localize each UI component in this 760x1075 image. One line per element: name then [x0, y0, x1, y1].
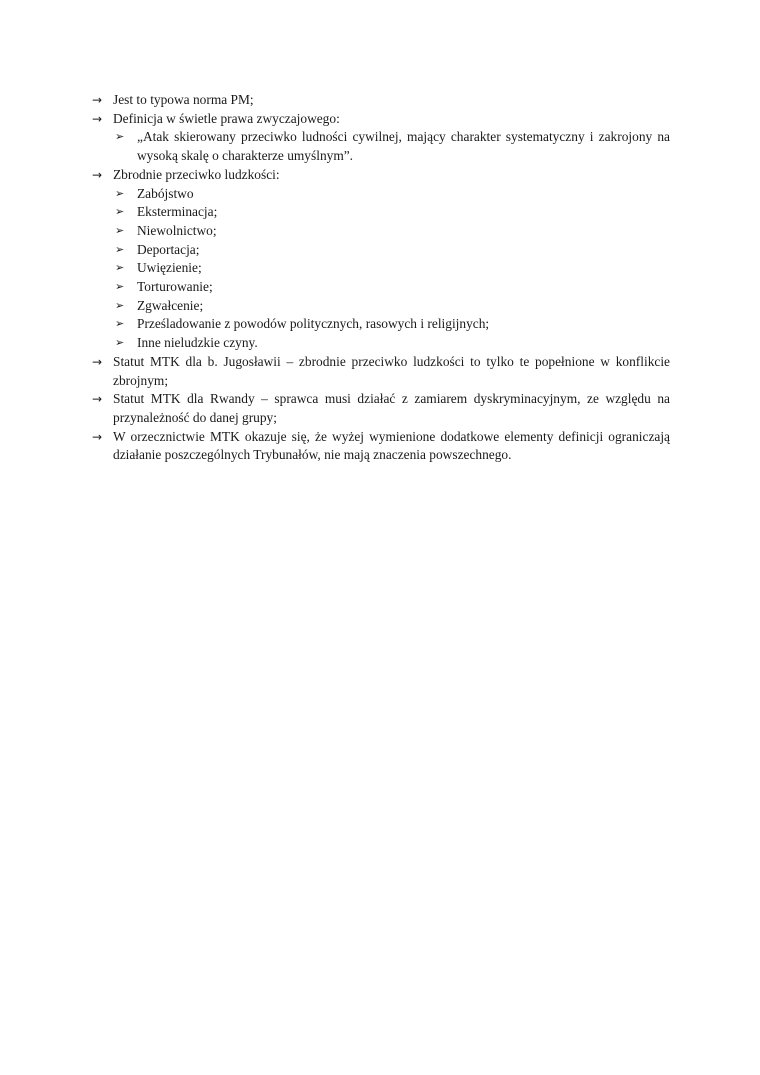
sub-list-item: [113, 241, 670, 260]
sub-list-item: [113, 259, 670, 278]
sub-list-item-text: Torturowanie;: [137, 279, 213, 295]
arrow-right-icon: →: [92, 429, 103, 444]
sub-list-item: [113, 185, 670, 204]
arrow-right-icon: →: [92, 111, 103, 126]
arrowhead-bullet-icon: ➢: [115, 280, 125, 294]
list-item-text: Statut MTK dla b. Jugosławii – zbrodnie przeciwko ludzkości to tylko te popełnione w konflikcie zbrojnym;: [113, 353, 670, 388]
sub-list-item-text: Eksterminacja;: [137, 204, 218, 220]
sub-list-item-text: „Atak skierowany przeciwko ludności cywilnej, mający charakter systematyczny i zakrojony na wysoką skalę o charakterze umyślnym”.: [137, 129, 670, 164]
sub-list-item-text: Inne nieludzkie czyny.: [137, 335, 258, 351]
arrow-right-icon: →: [92, 354, 103, 369]
list-item: [92, 428, 670, 465]
list-item-text: Definicja w świetle prawa zwyczajowego:: [113, 110, 340, 126]
list-item: [92, 390, 670, 427]
arrowhead-bullet-icon: ➢: [115, 317, 125, 331]
list-item-text: Statut MTK dla Rwandy – sprawca musi działać z zamiarem dyskryminacyjnym, ze względu na przynależność do danej grupy;: [113, 391, 670, 425]
list-item-text: Zbrodnie przeciwko ludzkości:: [113, 166, 280, 182]
list-item: [92, 166, 670, 353]
sub-list: [113, 128, 670, 165]
arrowhead-bullet-icon: ➢: [115, 223, 125, 237]
document-body: [92, 91, 670, 465]
bullet-list: [92, 91, 670, 465]
arrowhead-bullet-icon: ➢: [115, 186, 125, 200]
arrow-right-icon: →: [92, 392, 103, 407]
sub-list-item-text: Zgwałcenie;: [137, 297, 204, 313]
arrowhead-bullet-icon: ➢: [115, 261, 125, 275]
arrow-right-icon: →: [92, 93, 103, 107]
arrowhead-bullet-icon: ➢: [115, 130, 125, 144]
sub-list-item: [113, 297, 670, 316]
sub-list-item: [113, 334, 670, 353]
arrowhead-bullet-icon: ➢: [115, 336, 125, 350]
list-item: [92, 91, 670, 110]
arrow-right-icon: →: [92, 167, 103, 182]
sub-list-item-text: Uwięzienie;: [137, 260, 202, 276]
arrowhead-bullet-icon: ➢: [115, 205, 125, 219]
arrowhead-bullet-icon: ➢: [115, 298, 125, 312]
sub-list-item-text: Niewolnictwo;: [137, 222, 217, 238]
sub-list-item-text: Deportacja;: [137, 241, 200, 257]
sub-list-item: [113, 315, 670, 334]
list-item: [92, 353, 670, 390]
sub-list-item: [113, 128, 670, 165]
sub-list-item: [113, 203, 670, 222]
list-item-text: Jest to typowa norma PM;: [113, 92, 254, 107]
sub-list-item-text: Zabójstwo: [137, 185, 194, 201]
sub-list-item: [113, 278, 670, 297]
list-item-text: W orzecznictwie MTK okazuje się, że wyżej wymienione dodatkowe elementy definicji ograniczają działanie poszczególnych Trybunałów, nie mają znaczenia powszechnego.: [113, 428, 670, 463]
sub-list: [113, 185, 670, 353]
arrowhead-bullet-icon: ➢: [115, 242, 125, 256]
list-item: [92, 110, 670, 166]
sub-list-item-text: Prześladowanie z powodów politycznych, rasowych i religijnych;: [137, 316, 490, 332]
sub-list-item: [113, 222, 670, 241]
